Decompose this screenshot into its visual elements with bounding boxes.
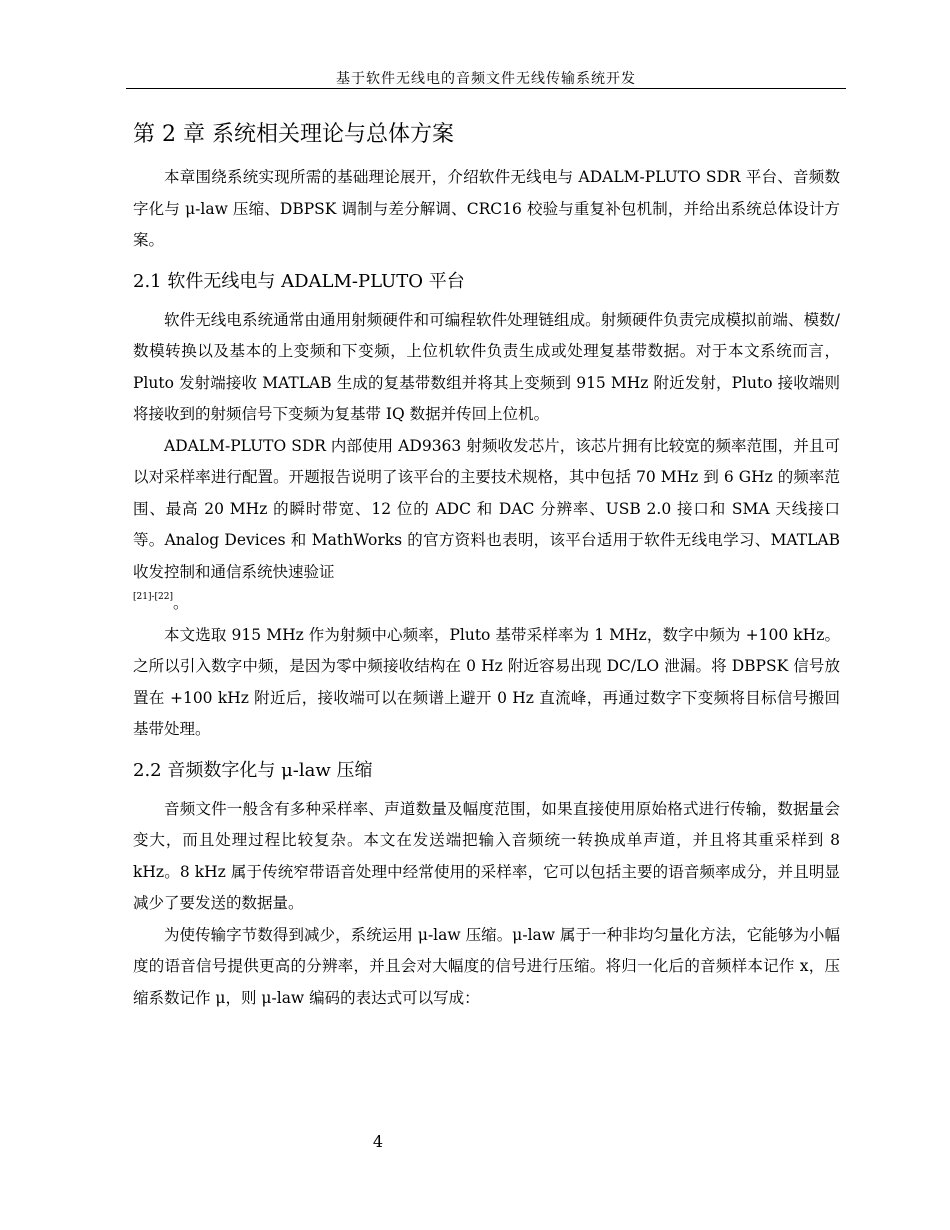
section-2-2-heading: 2.2 音频数字化与 μ-law 压缩 xyxy=(133,759,373,781)
chapter-intro-paragraph: 本章围绕系统实现所需的基础理论展开，介绍软件无线电与 ADALM-PLUTO SDR 平台、音频数字化与 μ-law 压缩、DBPSK 调制与差分解调、CRC16 校验与重复补包机制，并给出系统总体设计方案。 xyxy=(133,168,840,249)
page-number: 4 xyxy=(372,1132,384,1151)
chapter-title: 第 2 章 系统相关理论与总体方案 xyxy=(133,122,454,147)
section-2-1-paragraph-2 xyxy=(133,431,840,620)
running-header: 基于软件无线电的音频文件无线传输系统开发 xyxy=(336,71,636,87)
paragraph-text: ADALM-PLUTO SDR 内部使用 AD9363 射频收发芯片，该芯片拥有比较宽的频率范围，并且可以对采样率进行配置。开题报告说明了该平台的主要技术规格，其中包括 70 MHz 到 6 GHz 的频率范围、最高 20 MHz 的瞬时带宽、12 位的 ADC 和 DAC 分辨率、USB 2.0 接口和 SMA 天线接口等。Analog Devices 和 MathWorks 的官方资料也表明，该平台适用于软件无线电学习、MATLAB 收发控制和通信系统快速验证 xyxy=(133,436,840,581)
paragraph-end-punctuation: 。 xyxy=(173,594,189,612)
section-2-2-paragraph-2: 为使传输字节数得到减少，系统运用 μ-law 压缩。μ-law 属于一种非均匀量化方法，它能够为小幅度的语音信号提供更高的分辨率，并且会对大幅度的信号进行压缩。将归一化后的音频样本记作 x，压缩系数记作 μ，则 μ-law 编码的表达式可以写成： xyxy=(133,925,840,1007)
section-2-1-paragraph-3: 本文选取 915 MHz 作为射频中心频率，Pluto 基带采样率为 1 MHz，数字中频为 +100 kHz。之所以引入数字中频，是因为零中频接收结构在 0 Hz 附近容易出现 DC/LO 泄漏。将 DBPSK 信号放置在 +100 kHz 附近后，接收端可以在频谱上避开 0 Hz 直流峰，再通过数字下变频将目标信号搬回基带处理。 xyxy=(133,625,840,738)
citation-reference: [21]-[22] xyxy=(133,592,173,602)
header-rule xyxy=(126,88,846,89)
section-2-1-paragraph-1: 软件无线电系统通常由通用射频硬件和可编程软件处理链组成。射频硬件负责完成模拟前端、模数/数模转换以及基本的上变频和下变频，上位机软件负责生成或处理复基带数据。对于本文系统而言，Pluto 发射端接收 MATLAB 生成的复基带数组并将其上变频到 915 MHz 附近发射，Pluto 接收端则将接收到的射频信号下变频为复基带 IQ 数据并传回上位机。 xyxy=(133,310,840,423)
section-2-1-heading: 2.1 软件无线电与 ADALM-PLUTO 平台 xyxy=(133,270,465,292)
section-2-2-paragraph-1: 音频文件一般含有多种采样率、声道数量及幅度范围，如果直接使用原始格式进行传输，数据量会变大，而且处理过程比较复杂。本文在发送端把输入音频统一转换成单声道，并且将其重采样到 8 kHz。8 kHz 属于传统窄带语音处理中经常使用的采样率，它可以包括主要的语音频率成分，并且明显减少了要发送的数据量。 xyxy=(133,799,840,912)
page-content xyxy=(133,116,840,1014)
